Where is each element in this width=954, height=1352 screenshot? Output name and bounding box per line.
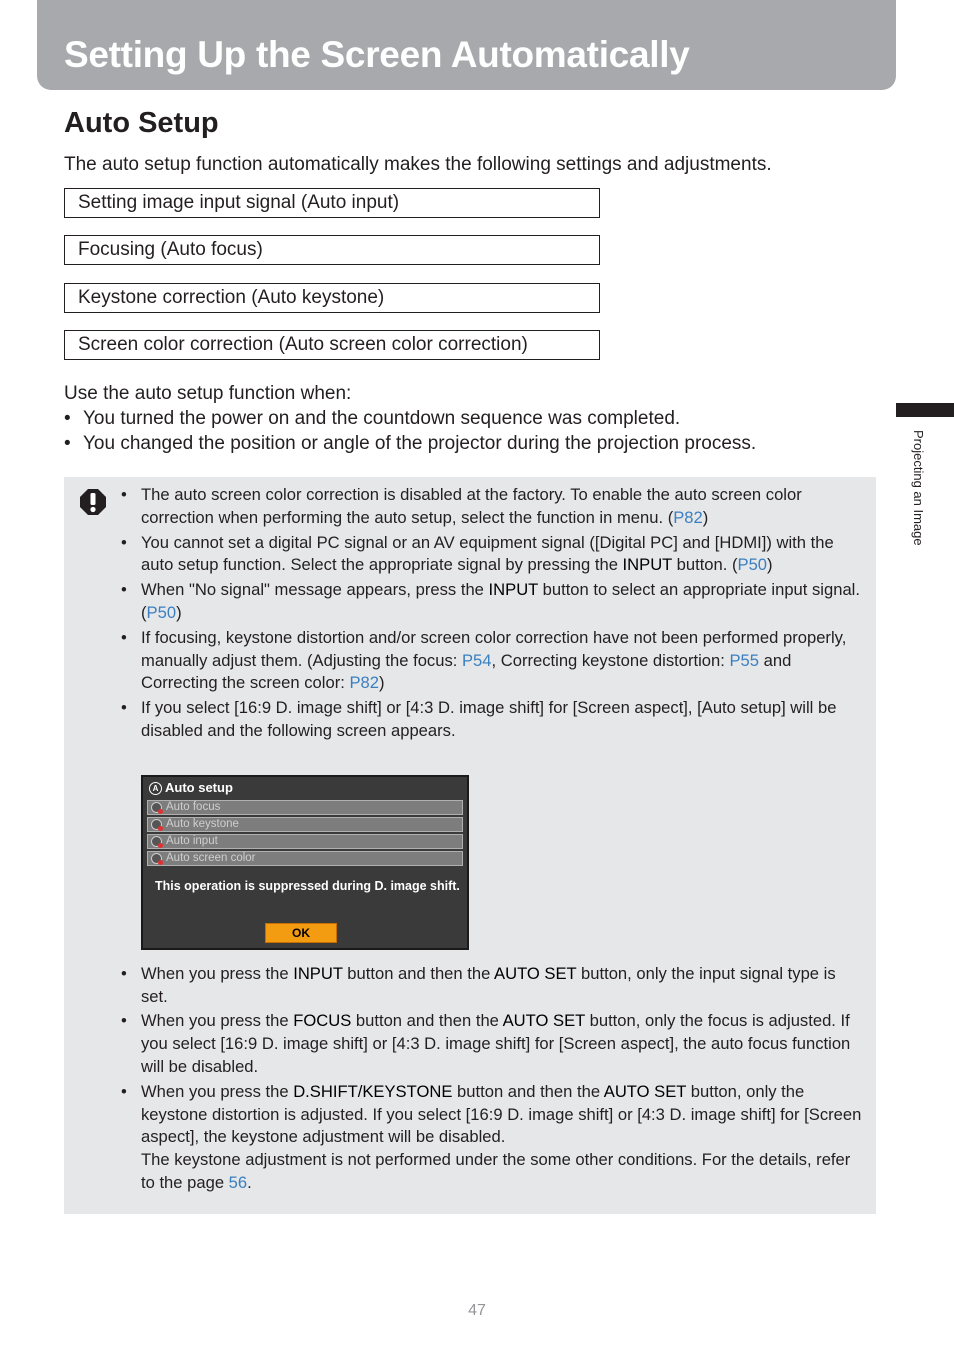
button-name: INPUT [488, 580, 539, 600]
caution-icon [79, 488, 107, 516]
button-name: AUTO SET [603, 1081, 687, 1101]
osd-message: This operation is suppressed during D. image shift. [155, 879, 460, 893]
osd-title [149, 780, 233, 795]
usage-bullet-text: You changed the position or angle of the projector during the projection process. [83, 433, 757, 454]
note-item: • When "No signal" message appears, press the INPUT button to select an appropriate input signal. (P50) [121, 580, 860, 622]
osd-auto-setup-screenshot [141, 775, 469, 950]
osd-item-auto-screen-color: Auto screen color [147, 851, 463, 866]
note-item: • When you press the FOCUS button and then the AUTO SET button, only the focus is adjusted. If you select [16:9 D. image shift] or [4:3 D. image shift] for [Screen aspect], the auto focus function will be disabled. [121, 1011, 851, 1076]
button-name: D.SHIFT/KEYSTONE [293, 1081, 453, 1101]
header-banner [37, 0, 896, 90]
setting-box-auto-keystone: Keystone correction (Auto keystone) [64, 283, 600, 313]
page-link[interactable]: 56 [228, 1172, 248, 1192]
page-link[interactable]: P55 [729, 650, 759, 670]
page-title: Setting Up the Screen Automatically [64, 34, 690, 75]
page-number: 47 [468, 1302, 486, 1319]
usage-bullet: • You turned the power on and the countdown sequence was completed. [64, 408, 681, 429]
button-name: FOCUS [293, 1011, 352, 1031]
page-link[interactable]: P50 [146, 602, 177, 622]
usage-bullet-text: You turned the power on and the countdown sequence was completed. [83, 408, 681, 429]
screen-color-icon [151, 853, 162, 864]
osd-item-auto-input: Auto input [147, 834, 463, 849]
usage-section [64, 381, 756, 456]
osd-item-auto-focus: Auto focus [147, 800, 463, 815]
setting-box-auto-screen-color: Screen color correction (Auto screen color correction) [64, 330, 600, 360]
osd-ok-button: OK [265, 923, 337, 943]
usage-lead: Use the auto setup function when: [64, 383, 352, 404]
chapter-tab-marker [896, 403, 954, 417]
auto-setup-icon: A [149, 782, 162, 795]
input-icon [151, 836, 162, 847]
button-name: AUTO SET [502, 1011, 585, 1031]
caution-note-box [64, 477, 876, 1214]
osd-title-text: Auto setup [165, 780, 233, 795]
button-name: AUTO SET [494, 963, 577, 983]
button-name: INPUT [622, 555, 673, 575]
setting-box-auto-input: Setting image input signal (Auto input) [64, 188, 600, 218]
setting-box-auto-focus: Focusing (Auto focus) [64, 235, 600, 265]
intro-text: The auto setup function automatically makes the following settings and adjustments. [64, 154, 772, 175]
page-link[interactable]: P54 [461, 650, 492, 670]
page-link[interactable]: P50 [737, 555, 768, 575]
section-title: Auto Setup [64, 107, 219, 139]
button-name: INPUT [293, 963, 343, 983]
note-item: • You cannot set a digital PC signal or an AV equipment signal ([Digital PC] and [HDMI]) with the auto setup function. Select the appropriate signal by pressing the INPUT button. (P50) [121, 532, 834, 575]
note-item: • If you select [16:9 D. image shift] or [4:3 D. image shift] for [Screen aspect], [Auto setup] will be disabled and the following screen appears. [121, 698, 837, 740]
note-item: • If focusing, keystone distortion and/or screen color correction have not been performed properly, manually adjust them. (Adjusting the focus: P54, Correcting keystone distortion: P55 and Correcting the screen color: P82) [121, 627, 847, 693]
focus-icon [151, 802, 162, 813]
note-item: • When you press the INPUT button and then the AUTO SET button, only the input signal type is set. [121, 963, 836, 1006]
usage-bullet: • You changed the position or angle of the projector during the projection process. [64, 433, 757, 454]
chapter-label: Projecting an Image [911, 430, 926, 546]
page-link[interactable]: P82 [349, 673, 379, 693]
osd-item-auto-keystone: Auto keystone [147, 817, 463, 832]
note-item: • When you press the D.SHIFT/KEYSTONE button and then the AUTO SET button, only the keystone distortion is adjusted. If you select [16:9 D. image shift] or [4:3 D. image shift] for [Screen aspect], the keystone adjustment will be disabled. The keystone adjustment is not performed under the some other conditions. For the details, refer to the page 56. [121, 1081, 862, 1192]
page-link[interactable]: P82 [673, 507, 703, 527]
keystone-icon [151, 819, 162, 830]
note-item: • The auto screen color correction is disabled at the factory. To enable the auto screen color correction when performing the auto setup, select the function in menu. (P82) [121, 485, 802, 527]
